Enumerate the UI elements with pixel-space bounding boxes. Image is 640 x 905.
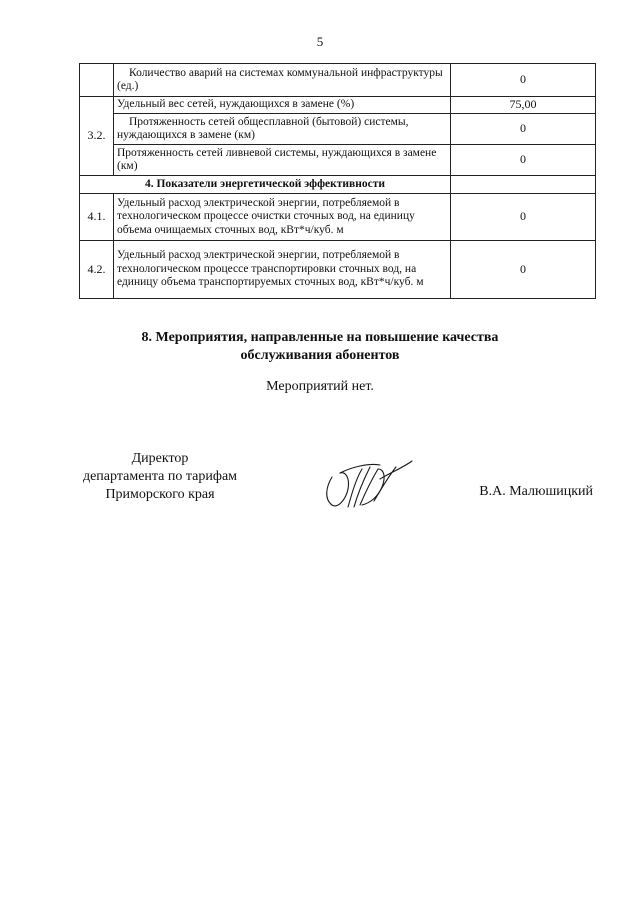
signatory-name: В.А. Малюшицкий <box>479 484 593 499</box>
row-value: 0 <box>451 241 596 299</box>
section-8-heading <box>0 329 640 365</box>
row-number-cell: 3.2. <box>80 97 114 176</box>
row-value: 0 <box>451 194 596 241</box>
signatory-position-line3: Приморского края <box>105 487 215 502</box>
signatory-position <box>60 450 260 504</box>
row-value: 75,00 <box>451 97 596 114</box>
row-description: Протяженность сетей ливневой системы, нуждающихся в замене (км) <box>114 145 451 176</box>
table-row <box>80 145 596 176</box>
page-number: 5 <box>316 34 324 49</box>
section-8-heading-line1: 8. Мероприятия, направленные на повышение качества <box>141 330 499 345</box>
row-number-cell: 4.1. <box>80 194 114 241</box>
section-header-row <box>80 176 596 194</box>
signatory-position-line1: Директор <box>131 451 189 466</box>
row-description: Количество аварий на системах коммунальной инфраструктуры (ед.) <box>114 64 451 97</box>
row-number-cell: 4.2. <box>80 241 114 299</box>
handwritten-signature <box>318 453 418 519</box>
signatory-position-line2: департамента по тарифам <box>82 469 238 484</box>
table-row <box>80 114 596 145</box>
indicators-table <box>79 63 596 299</box>
row-value: 0 <box>451 114 596 145</box>
table-row <box>80 64 596 97</box>
section-header-empty-cell <box>451 176 596 194</box>
table-row <box>80 97 596 114</box>
row-value: 0 <box>451 64 596 97</box>
section-4-title: 4. Показатели энергетической эффективности <box>80 176 451 194</box>
table-row <box>80 241 596 299</box>
row-description: Удельный расход электрической энергии, потребляемой в технологическом процессе очистки сточных вод, на единицу объема очищаемых сточных вод, кВт*ч/куб. м <box>114 194 451 241</box>
row-value: 0 <box>451 145 596 176</box>
section-8-heading-line2: обслуживания абонентов <box>240 348 400 363</box>
row-description: Удельный расход электрической энергии, потребляемой в технологическом процессе транспортировки сточных вод, на единицу объема транспортируемых сточных вод, кВт*ч/куб. м <box>114 241 451 299</box>
row-description: Протяженность сетей общесплавной (бытовой) системы, нуждающихся в замене (км) <box>114 114 451 145</box>
section-8-body: Мероприятий нет. <box>266 379 374 394</box>
row-number-cell <box>80 64 114 97</box>
table-row <box>80 194 596 241</box>
row-description: Удельный вес сетей, нуждающихся в замене (%) <box>114 97 451 114</box>
